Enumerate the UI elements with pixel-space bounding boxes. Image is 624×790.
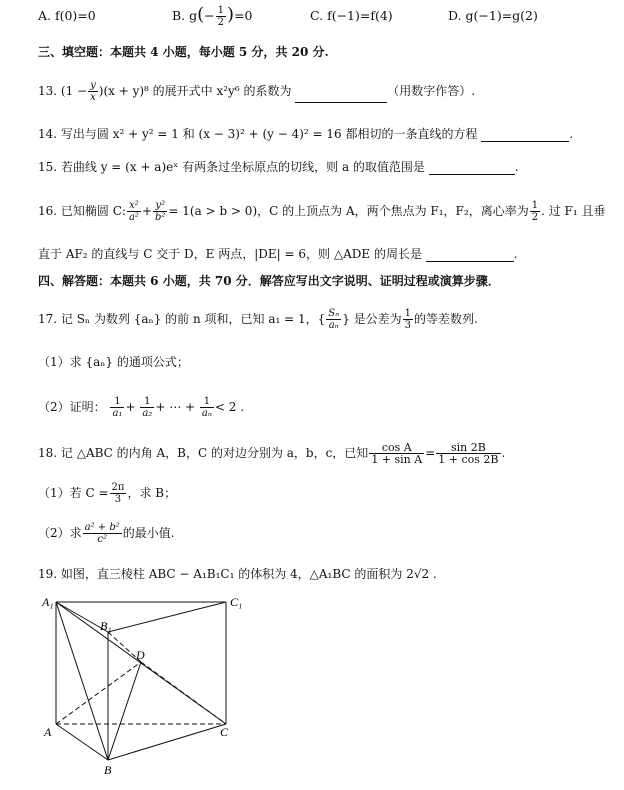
q18-p1-num: 2π bbox=[111, 482, 125, 493]
edge-b-c bbox=[108, 724, 226, 760]
edge-a-b bbox=[56, 724, 108, 760]
q18-p2-prefix: （2）求 bbox=[38, 526, 82, 540]
label-d: D bbox=[136, 648, 145, 662]
q16-prefix: 16. 已知椭圆 C: bbox=[38, 204, 126, 218]
edge-b-d bbox=[108, 662, 141, 760]
q18-p2-fraction bbox=[83, 522, 122, 545]
q17-term-2-num: 1 bbox=[140, 396, 154, 408]
q17-prefix: 17. 记 Sₙ 为数列 {aₙ} 的前 n 项和，已知 a₁ = 1，{ bbox=[38, 312, 326, 326]
q17-s-num: Sₙ bbox=[328, 308, 340, 319]
q16-x2: x² bbox=[127, 200, 141, 212]
q13-number: 13. bbox=[38, 84, 58, 98]
option-b: B. g(− $\frac{1}{2}$ )=0 bbox=[172, 4, 253, 28]
prism-figure bbox=[28, 588, 288, 788]
q13-fraction bbox=[88, 80, 98, 103]
question-16 bbox=[38, 200, 605, 223]
q13-after-frac: )(x + y)⁸ 的展开式中 x²y⁶ 的系数为 bbox=[98, 84, 292, 98]
q18-r-num: sin 2B bbox=[436, 442, 500, 454]
q17-d-num: 1 bbox=[404, 308, 412, 319]
q13-frac-den: x bbox=[90, 92, 96, 103]
q17-term-3-den: aₙ bbox=[201, 408, 212, 419]
q16-e-den: 2 bbox=[531, 212, 539, 223]
question-14 bbox=[38, 126, 573, 142]
hidden-edge-d-c bbox=[141, 662, 226, 724]
q16-y-fraction bbox=[153, 200, 167, 223]
q17-term-2-den: a₂ bbox=[142, 408, 153, 419]
question-16-line2 bbox=[38, 246, 518, 262]
q16-line2-text: 直于 AF₂ 的直线与 C 交于 D，E 两点，|DE| = 6，则 △ADE 的周长是 bbox=[38, 247, 422, 261]
label-b1: B₁ bbox=[100, 619, 112, 633]
q17-term-2-op: + ⋯ + bbox=[155, 400, 196, 414]
q16-a2: a² bbox=[128, 212, 139, 223]
label-a1: A₁ bbox=[42, 595, 54, 609]
option-b-suffix: =0 bbox=[234, 8, 253, 23]
q18-eq: = bbox=[425, 446, 436, 460]
q15-text: 15. 若曲线 y = (x + a)eˣ 有两条过坐标原点的切线，则 a 的取值范围是 bbox=[38, 160, 425, 174]
q13-before-frac: (1 − bbox=[60, 84, 88, 98]
q18-p1-tail: ，求 B； bbox=[127, 486, 177, 500]
option-d: D. g(−1)=g(2) bbox=[448, 8, 538, 23]
label-b: B bbox=[104, 763, 112, 777]
q17-s-fraction bbox=[326, 308, 341, 331]
q18-prefix: 18. 记 △ABC 的内角 A，B，C 的对边分别为 a，b，c，已知 bbox=[38, 446, 369, 460]
option-a: A. f(0)=0 bbox=[38, 8, 96, 23]
q17-p2-prefix: （2）证明： bbox=[38, 400, 106, 414]
q13-suffix: （用数字作答）. bbox=[387, 84, 476, 98]
q17-term-3-num: 1 bbox=[200, 396, 214, 408]
q18-p1-prefix: （1）若 C = bbox=[38, 486, 109, 500]
q18-r-den: 1 + cos 2B bbox=[438, 453, 499, 466]
q17-term-2 bbox=[140, 396, 154, 419]
q14-suffix: . bbox=[569, 127, 574, 141]
q16-answer-blank[interactable] bbox=[426, 249, 514, 262]
q17-term-3 bbox=[200, 396, 214, 419]
q18-p2-num: a² + b² bbox=[84, 522, 120, 533]
option-b-numerator: 1 bbox=[217, 5, 225, 16]
q16-b2: b² bbox=[155, 212, 166, 223]
question-17-part1: （1）求 {aₙ} 的通项公式； bbox=[38, 355, 189, 369]
question-17 bbox=[38, 308, 478, 331]
option-b-denominator: 2 bbox=[217, 17, 225, 28]
q17-mid: } 是公差为 bbox=[342, 312, 402, 326]
question-15 bbox=[38, 159, 519, 175]
q17-term-1-den: a₁ bbox=[112, 408, 123, 419]
q16-x-fraction bbox=[127, 200, 141, 223]
question-17-part2 bbox=[38, 396, 244, 419]
hidden-edge-a-d bbox=[56, 662, 141, 724]
q18-tail: . bbox=[501, 446, 506, 460]
question-18 bbox=[38, 442, 505, 465]
label-c1: C₁ bbox=[230, 595, 243, 609]
q17-term-1 bbox=[110, 396, 124, 419]
q17-term-3-op: < 2 . bbox=[214, 400, 245, 414]
q18-p1-fraction bbox=[110, 482, 127, 505]
q15-suffix: . bbox=[514, 160, 519, 174]
q16-suffix: . bbox=[513, 247, 518, 261]
q16-mid: = 1(a > b > 0)，C 的上顶点为 A，两个焦点为 F₁，F₂，离心率为 bbox=[168, 204, 529, 218]
edge-b1-c1 bbox=[108, 602, 226, 632]
q18-l-num: cos A bbox=[369, 442, 424, 454]
q16-e-num: 1 bbox=[531, 200, 539, 211]
q18-p1-den: 3 bbox=[114, 494, 122, 505]
q14-text: 14. 写出与圆 x² + y² = 1 和 (x − 3)² + (y − 4)² = 16 都相切的一条直线的方程 bbox=[38, 127, 478, 141]
q17-tail: 的等差数列. bbox=[414, 312, 478, 326]
label-c: C bbox=[220, 725, 229, 739]
q18-left-fraction bbox=[369, 442, 424, 465]
question-18-part1 bbox=[38, 482, 176, 505]
option-c: C. f(−1)=f(4) bbox=[310, 8, 393, 23]
option-b-fraction bbox=[216, 5, 226, 28]
question-18-part2 bbox=[38, 522, 175, 545]
option-b-prefix: B. g bbox=[172, 8, 198, 23]
q18-p2-tail: 的最小值. bbox=[122, 526, 175, 540]
q18-p2-den: c² bbox=[97, 534, 107, 545]
q16-tail: . 过 F₁ 且垂 bbox=[541, 204, 606, 218]
q13-frac-num: y bbox=[90, 80, 96, 91]
q17-term-1-op: + bbox=[125, 400, 136, 414]
q17-s-den: aₙ bbox=[328, 320, 339, 331]
q17-d-fraction bbox=[403, 308, 413, 331]
q18-l-den: 1 + sin A bbox=[371, 453, 423, 466]
q16-y2: y² bbox=[153, 200, 167, 212]
question-13 bbox=[38, 80, 475, 103]
q18-right-fraction bbox=[436, 442, 500, 465]
q16-plus: + bbox=[141, 204, 152, 218]
q17-term-1-num: 1 bbox=[110, 396, 124, 408]
q13-answer-blank[interactable] bbox=[295, 90, 387, 103]
q14-answer-blank[interactable] bbox=[481, 129, 569, 142]
q15-answer-blank[interactable] bbox=[429, 162, 515, 175]
q17-d-den: 3 bbox=[404, 320, 412, 331]
question-19: 19. 如图，直三棱柱 ABC − A₁B₁C₁ 的体积为 4，△A₁BC 的面积为 2√2 . bbox=[38, 567, 437, 581]
section4-title: 四、解答题：本题共 6 小题，共 70 分．解答应写出文字说明、证明过程或演算步骤． bbox=[38, 274, 500, 288]
section3-title: 三、填空题：本题共 4 小题，每小题 5 分，共 20 分. bbox=[38, 45, 329, 59]
q16-e-fraction bbox=[530, 200, 540, 223]
label-a: A bbox=[44, 725, 52, 739]
